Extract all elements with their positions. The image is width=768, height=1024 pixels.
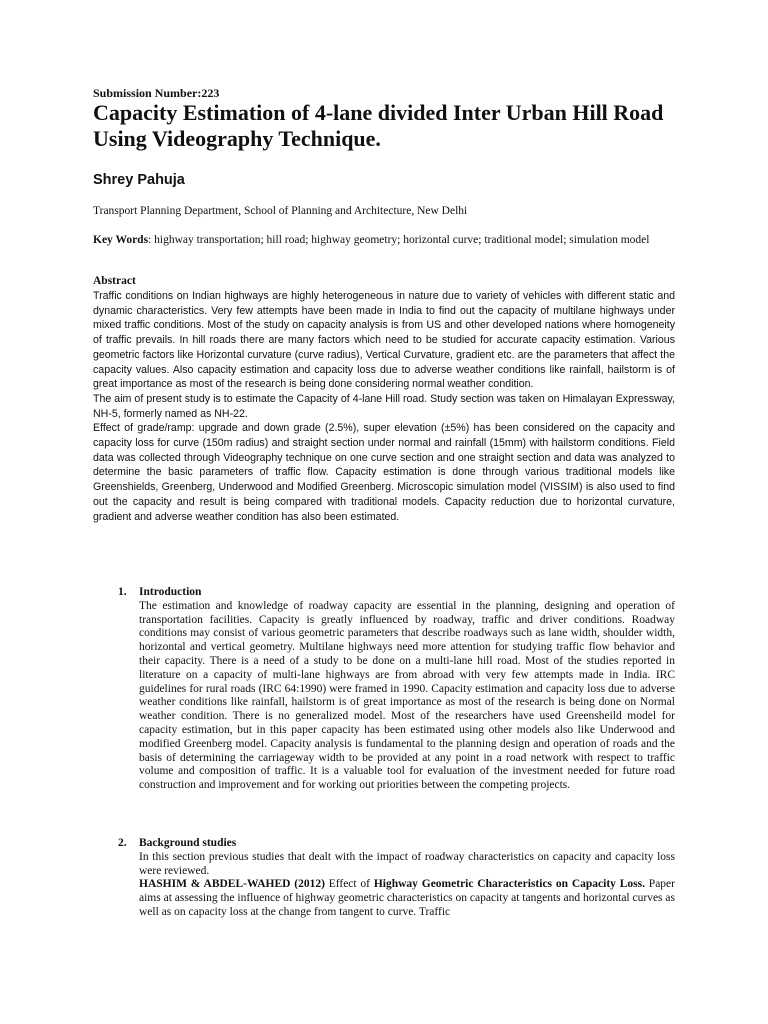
section-paragraph: In this section previous studies that dealt with the impact of roadway characteristics on capacity and capacity loss were reviewed. xyxy=(139,850,675,877)
abstract-paragraph: Traffic conditions on Indian highways are highly heterogeneous in nature due to variety of vehicles with different static and dynamic characteristics. Very few attempts have been made in India to find out the capacity of multilane highways under mixed traffic conditions. Most of the study on capacity analysis is from US and other developed nations where homogeneity of traffic prevails. In hill roads there are many factors which need to be studied for accurate capacity estimation. Various geometric factors like Horizontal curvature (curve radius), Vertical Curvature, gradient etc. are the parameters that affect the capacity values. Also capacity estimation and capacity loss due to adverse weather conditions like rainfall, hailstorm is of great importance as most of the research is being done considering normal weather condition. xyxy=(93,290,675,391)
abstract-paragraph: The aim of present study is to estimate the Capacity of 4-lane Hill road. Study section was taken on Himalayan Expressway, NH-5, formerly named as NH-22. xyxy=(93,392,675,420)
reference-paragraph xyxy=(139,878,675,919)
keywords-text: : highway transportation; hill road; highway geometry; horizontal curve; traditional model; simulation model xyxy=(148,234,650,246)
section-body xyxy=(139,586,675,793)
author-name: Shrey Pahuja xyxy=(93,172,185,188)
abstract-body xyxy=(93,289,675,524)
section-heading: Introduction xyxy=(139,586,202,598)
keywords-label: Key Words xyxy=(93,234,149,246)
section-introduction xyxy=(93,586,675,793)
affiliation: Transport Planning Department, School of Planning and Architecture, New Delhi xyxy=(93,205,468,217)
reference-text: Paper aims at assessing the influence of highway geometric characteristics on capacity at tangents and horizontal curves as well as on capacity loss at the change from tangent to curve. Traffic xyxy=(139,878,675,918)
submission-number: Submission Number:223 xyxy=(93,86,220,100)
paper-title: Capacity Estimation of 4-lane divided Inter Urban Hill Road Using Videography Technique. xyxy=(93,100,664,151)
section-heading: Background studies xyxy=(139,837,237,849)
reference-authors: HASHIM & ABDEL-WAHED (2012) xyxy=(139,878,325,891)
abstract-heading: Abstract xyxy=(93,275,136,287)
reference-connector: Effect of xyxy=(324,878,374,891)
section-background-studies xyxy=(93,837,675,920)
abstract-paragraph: Effect of grade/ramp: upgrade and down grade (2.5%), super elevation (±5%) has been considered on the capacity and capacity loss for curve (150m radius) and straight section under normal and rainfall (15mm) with hailstorm conditions. Field data was collected through Videography technique on one curve section and one straight section and data was analyzed to determine the basic parameters of traffic flow. Capacity estimation is done through various traditional models like Greenshields, Greenberg, Underwood and Modified Greenberg. Microscopic simulation model (VISSIM) is also used to find out the capacity and result is being compared with traditional models. Capacity reduction due to horizontal curvature, gradient and adverse weather condition has also been estimated. xyxy=(93,422,675,523)
section-number: 2. xyxy=(118,837,127,849)
section-number: 1. xyxy=(118,586,127,598)
keywords xyxy=(93,233,673,247)
reference-title: Highway Geometric Characteristics on Capacity Loss. xyxy=(373,878,645,891)
section-paragraph: The estimation and knowledge of roadway capacity are essential in the planning, designing and operation of transportation facilities. Capacity is greatly influenced by roadway, traffic and driver conditions. Roadway conditions may consist of various geometric parameters that describe roadways such as lane width, shoulder width, horizontal and vertical geometry. Multilane highways need more attention for studying traffic flow behavior and their capacity. There is a need of a study to be done on a multi-lane hill road. Most of the studies reported in literature on a capacity of multi-lane highways are from abroad with very few attempts made in India. IRC guidelines for rural roads (IRC 64:1990) were framed in 1990. Capacity estimation and capacity loss due to adverse weather conditions like rainfall, hailstorm is of great importance as most of the research is being done on Normal weather condition. There is no generalized model. Most of the researchers have used Greensheild model for capacity estimation, but in this paper capacity has been estimated using other models also like Underwood and modified Greenberg model. Capacity analysis is fundamental to the planning design and operation of roads and the basis of determining the carriageway width to be provided at any point in a road network with respect to traffic volume and composition of traffic. It is a valuable tool for evaluation of the investment needed for future road construction and improvement and for working out priorities between the competing projects. xyxy=(139,599,675,792)
